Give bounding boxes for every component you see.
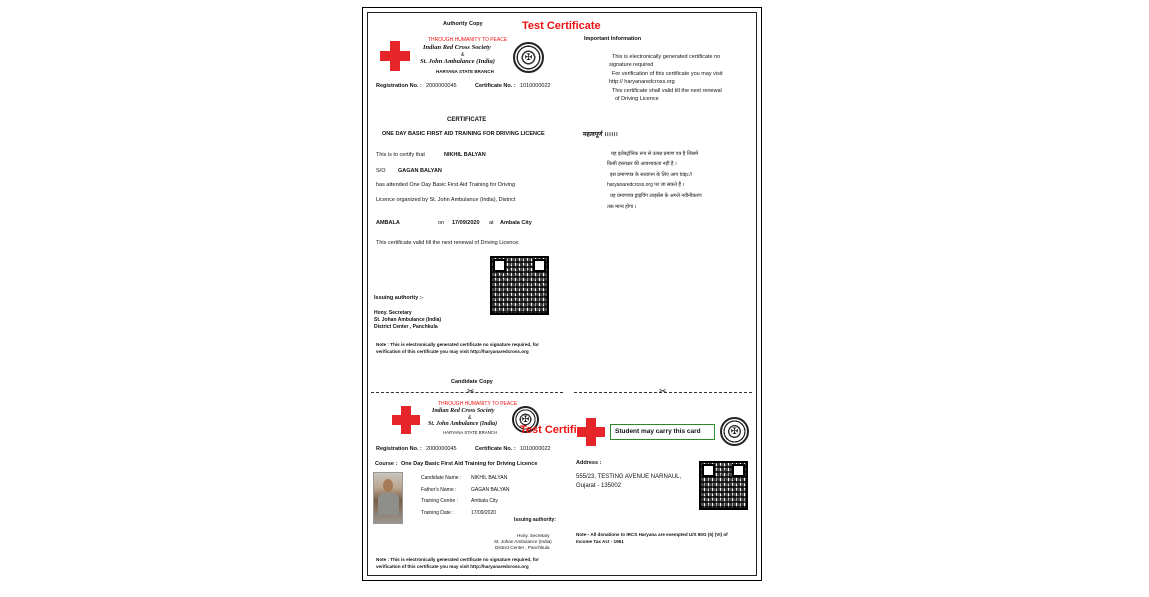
issuer-line-2: St. Johan Ambulance (India) <box>374 317 442 323</box>
logo-branch: HARYANA STATE BRANCH <box>436 69 494 74</box>
logo-tagline: THROUGH HUMANITY TO PEACE <box>428 37 508 43</box>
candidate-copy-heading: Candidate Copy <box>451 379 493 385</box>
logo-line1: Indian Red Cross Society <box>423 44 491 51</box>
st-john-seal-icon: ✠ <box>513 42 544 73</box>
authority-qr-code <box>490 256 549 315</box>
candidate-note-line-2: verification of this certificate you may visit http://haryanaredcross.org <box>376 564 529 569</box>
address-label: Address : <box>576 460 602 466</box>
important-info-line-4: http:// haryanaredcross.org <box>609 79 675 85</box>
candidate-name: NIKHIL BALYAN <box>444 152 486 158</box>
important-info-line-6: of Driving Licence <box>615 96 659 102</box>
hindi-info-line-1: यह इलेक्ट्रॉनिक रूप से उत्पन्न प्रमाण पत्र है जिसमें <box>611 151 699 157</box>
field-label-candidate-name: Candidate Name : <box>421 475 462 481</box>
logo-amp: & <box>461 52 465 58</box>
issuing-authority-label: Issuing authority :- <box>374 295 424 301</box>
donation-note-line-1: Note-- All donations to IRCS Haryana are exempted U/S 80G (5) (VI) of <box>576 532 728 537</box>
candidate-registration-label: Registration No. : <box>376 446 422 452</box>
logo-line2-small: St. John Ambulance (India) <box>428 421 498 427</box>
candidate-certificate-label: Certificate No. : <box>475 446 516 452</box>
at-label: at <box>489 220 494 226</box>
hindi-info-line-2: किसी हस्ताक्षर की आवश्यकता नहीं है । <box>607 161 677 167</box>
venue: Ambala City <box>500 220 532 226</box>
training-date: 17/09/2020 <box>452 220 480 226</box>
important-info-line-5: This certificate shall valid till the next renewal <box>612 88 722 94</box>
registration-number: 2000000045 <box>426 83 457 89</box>
address-line-1: 555/23, TESTING AVENUE NARNAUL, <box>576 474 682 480</box>
important-info-line-2: signature required <box>609 62 654 68</box>
important-info-line-3: For verification of this certificate you may visit <box>612 71 723 77</box>
scissors-icon: ✂ <box>467 386 475 396</box>
logo-branch-small: HARYANA STATE BRANCH <box>443 430 497 435</box>
issuer-line-3: District Center , Panchkula <box>374 324 438 330</box>
course-title: ONE DAY BASIC FIRST AID TRAINING FOR DRIVING LICENCE <box>382 131 545 137</box>
on-label: on <box>438 220 445 226</box>
certificate-title: CERTIFICATE <box>447 117 487 123</box>
hindi-info-heading: महत्वपूर्ण ।।।।।। <box>583 132 618 138</box>
field-value-training-date: 17/09/2020 <box>471 510 497 516</box>
field-value-training-centre: Ambala City <box>471 498 498 504</box>
field-label-father-name: Father's Name : <box>421 487 457 493</box>
registration-label: Registration No. : <box>376 83 422 89</box>
logo-amp-small: & <box>468 415 472 421</box>
hindi-info-line-4: haryanaredcross.org पर जा सकते हैं । <box>607 182 685 188</box>
validity-text: This certificate valid till the next renewal of Driving Licence. <box>376 240 520 246</box>
hindi-info-line-6: तक मान्य होगा । <box>607 204 637 210</box>
district-name: AMBALA <box>376 220 400 226</box>
red-cross-card-icon <box>577 418 605 446</box>
donation-note-line-2: Income Tax Act - 1961 <box>576 539 624 544</box>
field-label-training-centre: Training Centre : <box>421 498 459 504</box>
st-john-seal-card-icon: ✠ <box>720 417 749 446</box>
issuer-line-1: Hony. Secretary <box>374 310 412 316</box>
test-certificate-label: Test Certificate <box>522 20 601 32</box>
st-john-seal-icon-small: ✠ <box>512 406 539 433</box>
red-cross-logo <box>380 41 410 71</box>
test-certificate-label-small: Test Certifi <box>520 424 577 436</box>
candidate-issuing-label: Issuing authority: <box>514 517 556 523</box>
scissors-icon-right: ✂ <box>659 386 667 396</box>
certify-prefix: This is to certify that <box>376 152 425 158</box>
hindi-info-line-5: यह प्रमाणपत्र ड्राइविंग लाइसेंस के अगले नवीनीकरण <box>610 193 702 199</box>
logo-line2: St. John Ambulance (India) <box>420 58 495 65</box>
field-value-father-name: GAGAN BALYAN <box>471 487 510 493</box>
candidate-qr-code <box>699 461 748 510</box>
candidate-issuer-line-3: District Center , Panchkula <box>495 545 550 550</box>
certificate-label: Certificate No. : <box>475 83 516 89</box>
hindi-info-line-3: इस प्रमाणपत्र के सत्यापन के लिए आप http:// <box>610 172 693 178</box>
candidate-certificate-number: 1010000022 <box>520 446 551 452</box>
field-value-candidate-name: NIKHIL BALYAN <box>471 475 508 481</box>
candidate-registration-number: 2000000045 <box>426 446 457 452</box>
candidate-issuer-line-1: Hony. Secretary <box>517 533 550 538</box>
father-name: GAGAN BALYAN <box>398 168 442 174</box>
body-line-1: has attended One Day Basic First Aid Training for Driving <box>376 182 516 188</box>
carry-card-box <box>610 424 715 440</box>
important-info-heading: Important Information <box>584 36 642 42</box>
important-info-line-1: This is electronically generated certificate no <box>612 54 721 60</box>
candidate-issuer-line-2: St. Johan Ambulance (India) <box>494 539 552 544</box>
field-label-training-date: Training Date : <box>421 510 454 516</box>
candidate-note-line-1: Note : This is electronically generated certificate no signature required, for <box>376 557 539 562</box>
course-name: One Day Basic First Aid Training for Driving Licence <box>401 461 538 467</box>
red-cross-logo-small <box>392 406 420 434</box>
address-line-2: Gujarat - 135002 <box>576 483 622 489</box>
candidate-photo <box>373 472 403 524</box>
relation-label: S/O <box>376 168 386 174</box>
carry-card-text: Student may carry this card <box>615 428 701 435</box>
certificate-number: 1010000022 <box>520 83 551 89</box>
course-label: Course : <box>375 461 398 467</box>
note-line-2: verification of this certificate you may visit http://haryanaredcross.org <box>376 349 529 354</box>
body-line-2: Licence organized by St. John Ambulance (India), District <box>376 197 516 203</box>
logo-tagline-small: THROUGH HUMANITY TO PEACE <box>438 401 518 407</box>
note-line-1: Note : This is electronically generated certificate no signature required, for <box>376 342 539 347</box>
authority-copy-heading: Authority Copy <box>443 21 483 27</box>
logo-line1-small: Indian Red Cross Society <box>432 408 495 414</box>
